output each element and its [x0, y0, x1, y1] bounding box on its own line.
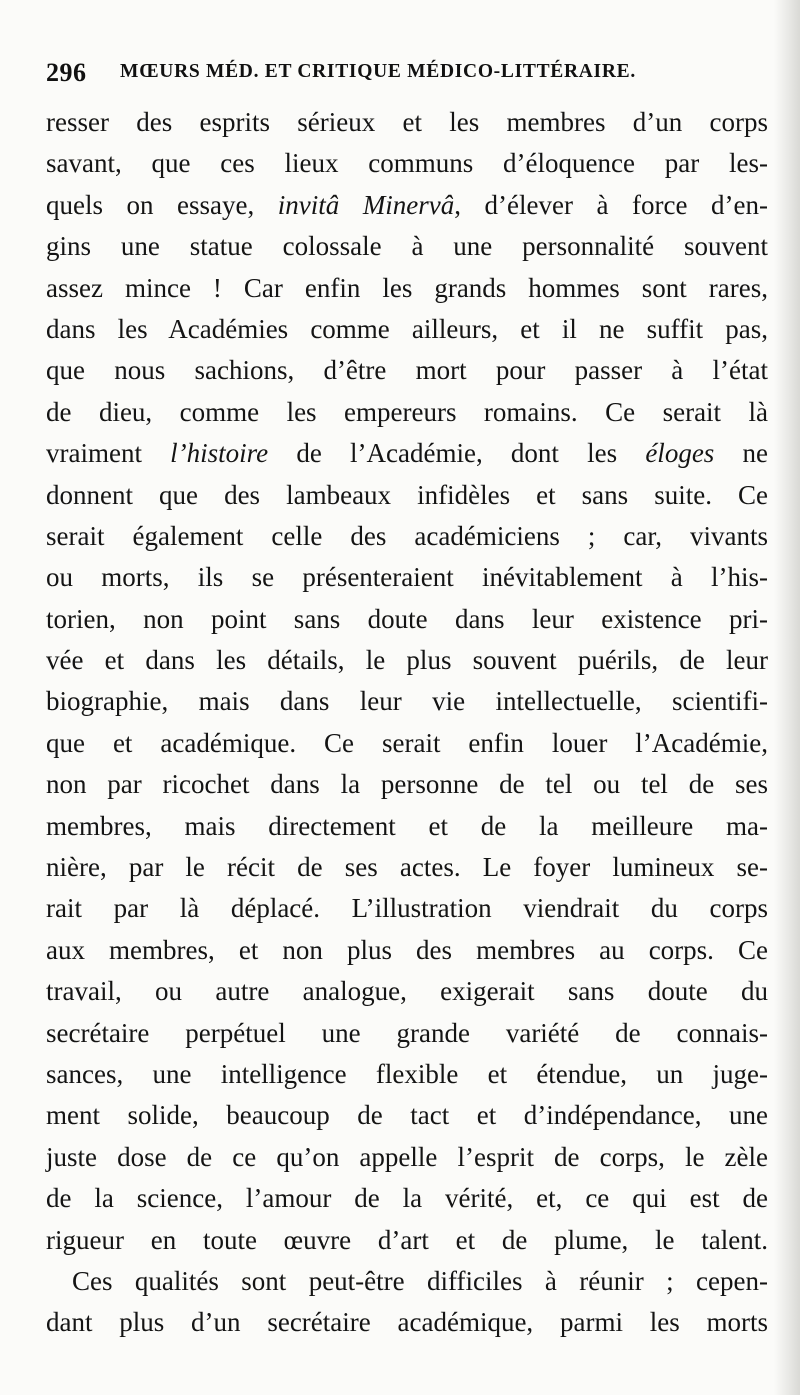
text-line [46, 475, 768, 516]
text-run: rait par là déplacé. L’illustration viendrait du corps [46, 893, 768, 924]
text-line [46, 392, 768, 433]
text-run: de la science, l’amour de la vérité, et, ce qui est de [46, 1183, 768, 1214]
text-run: assez mince ! Car enfin les grands hommes sont rares, [46, 272, 768, 303]
text-line [46, 1137, 768, 1178]
text-run: biographie, mais dans leur vie intellectuelle, scientifi- [46, 686, 768, 717]
text-line [46, 185, 768, 226]
running-head: MŒURS MÉD. ET CRITIQUE MÉDICO-LITTÉRAIRE. [120, 61, 636, 82]
text-run: , d’élever à force d’en- [454, 189, 768, 220]
text-run: secrétaire perpétuel une grande variété de connais- [46, 1017, 768, 1048]
text-run: de l’Académie, dont les [268, 438, 646, 469]
text-line [46, 557, 768, 598]
text-line [46, 888, 768, 929]
text-run: aux membres, et non plus des membres au corps. Ce [46, 934, 768, 965]
text-run: juste dose de ce qu’on appelle l’esprit de corps, le zèle [46, 1141, 768, 1172]
text-line [46, 971, 768, 1012]
text-run: nière, par le récit de ses actes. Le foyer lumineux se- [46, 852, 768, 883]
text-run: ou morts, ils se présenteraient inévitablement à l’his- [46, 562, 768, 593]
text-run: ne [714, 438, 768, 469]
italic-text: l’histoire [170, 438, 269, 469]
text-line [46, 1302, 768, 1343]
text-line [46, 350, 768, 391]
text-run: que nous sachions, d’être mort pour passer à l’état [46, 355, 768, 386]
text-run: Ces qualités sont peut-être difficiles à réunir ; cepen- [72, 1265, 768, 1296]
text-line [46, 1220, 768, 1261]
text-line [46, 268, 768, 309]
text-line [46, 516, 768, 557]
text-run: serait également celle des académiciens ; car, vivants [46, 520, 768, 551]
text-line [46, 764, 768, 805]
text-line [46, 640, 768, 681]
text-run: vraiment [46, 438, 171, 469]
text-run: quels on essaye, [46, 189, 278, 220]
text-run: savant, que ces lieux communs d’éloquence par les- [46, 148, 768, 179]
text-line [46, 433, 768, 474]
text-run: non par ricochet dans la personne de tel ou tel de ses [46, 769, 768, 800]
text-line [46, 723, 768, 764]
text-run: membres, mais directement et de la meilleure ma- [46, 810, 768, 841]
text-line [46, 1054, 768, 1095]
text-line [46, 102, 768, 143]
text-line [46, 1261, 768, 1302]
italic-text: éloges [645, 438, 715, 469]
text-line [46, 930, 768, 971]
text-run: donnent que des lambeaux infidèles et sans suite. Ce [46, 479, 768, 510]
text-run: resser des esprits sérieux et les membres d’un corps [46, 107, 768, 137]
text-run: torien, non point sans doute dans leur existence pri- [46, 603, 768, 634]
text-run: de dieu, comme les empereurs romains. Ce serait là [46, 396, 768, 427]
body-text [46, 102, 768, 1344]
text-line [46, 309, 768, 350]
text-run: dant plus d’un secrétaire académique, parmi les morts [46, 1307, 768, 1338]
page-header [46, 58, 746, 92]
text-line [46, 806, 768, 847]
page-number: 296 [46, 58, 87, 87]
text-line [46, 847, 768, 888]
text-line [46, 143, 768, 184]
text-run: que et académique. Ce serait enfin louer l’Académie, [46, 727, 768, 758]
text-run: sances, une intelligence flexible et étendue, un juge- [46, 1058, 768, 1089]
text-run: travail, ou autre analogue, exigerait sans doute du [46, 976, 768, 1007]
text-run: ment solide, beaucoup de tact et d’indépendance, une [46, 1100, 768, 1131]
text-run: gins une statue colossale à une personnalité souvent [46, 231, 768, 262]
text-line [46, 226, 768, 267]
text-line [46, 681, 768, 722]
page-gutter-shadow [774, 0, 800, 1395]
text-run: dans les Académies comme ailleurs, et il ne suffit pas, [46, 313, 768, 344]
italic-text: invitâ Minervâ [277, 189, 455, 220]
text-line [46, 1013, 768, 1054]
text-run: rigueur en toute œuvre d’art et de plume, le talent. [46, 1224, 768, 1255]
text-line [46, 599, 768, 640]
text-line [46, 1095, 768, 1136]
text-run: vée et dans les détails, le plus souvent puérils, de leur [46, 645, 768, 676]
text-line [46, 1178, 768, 1219]
